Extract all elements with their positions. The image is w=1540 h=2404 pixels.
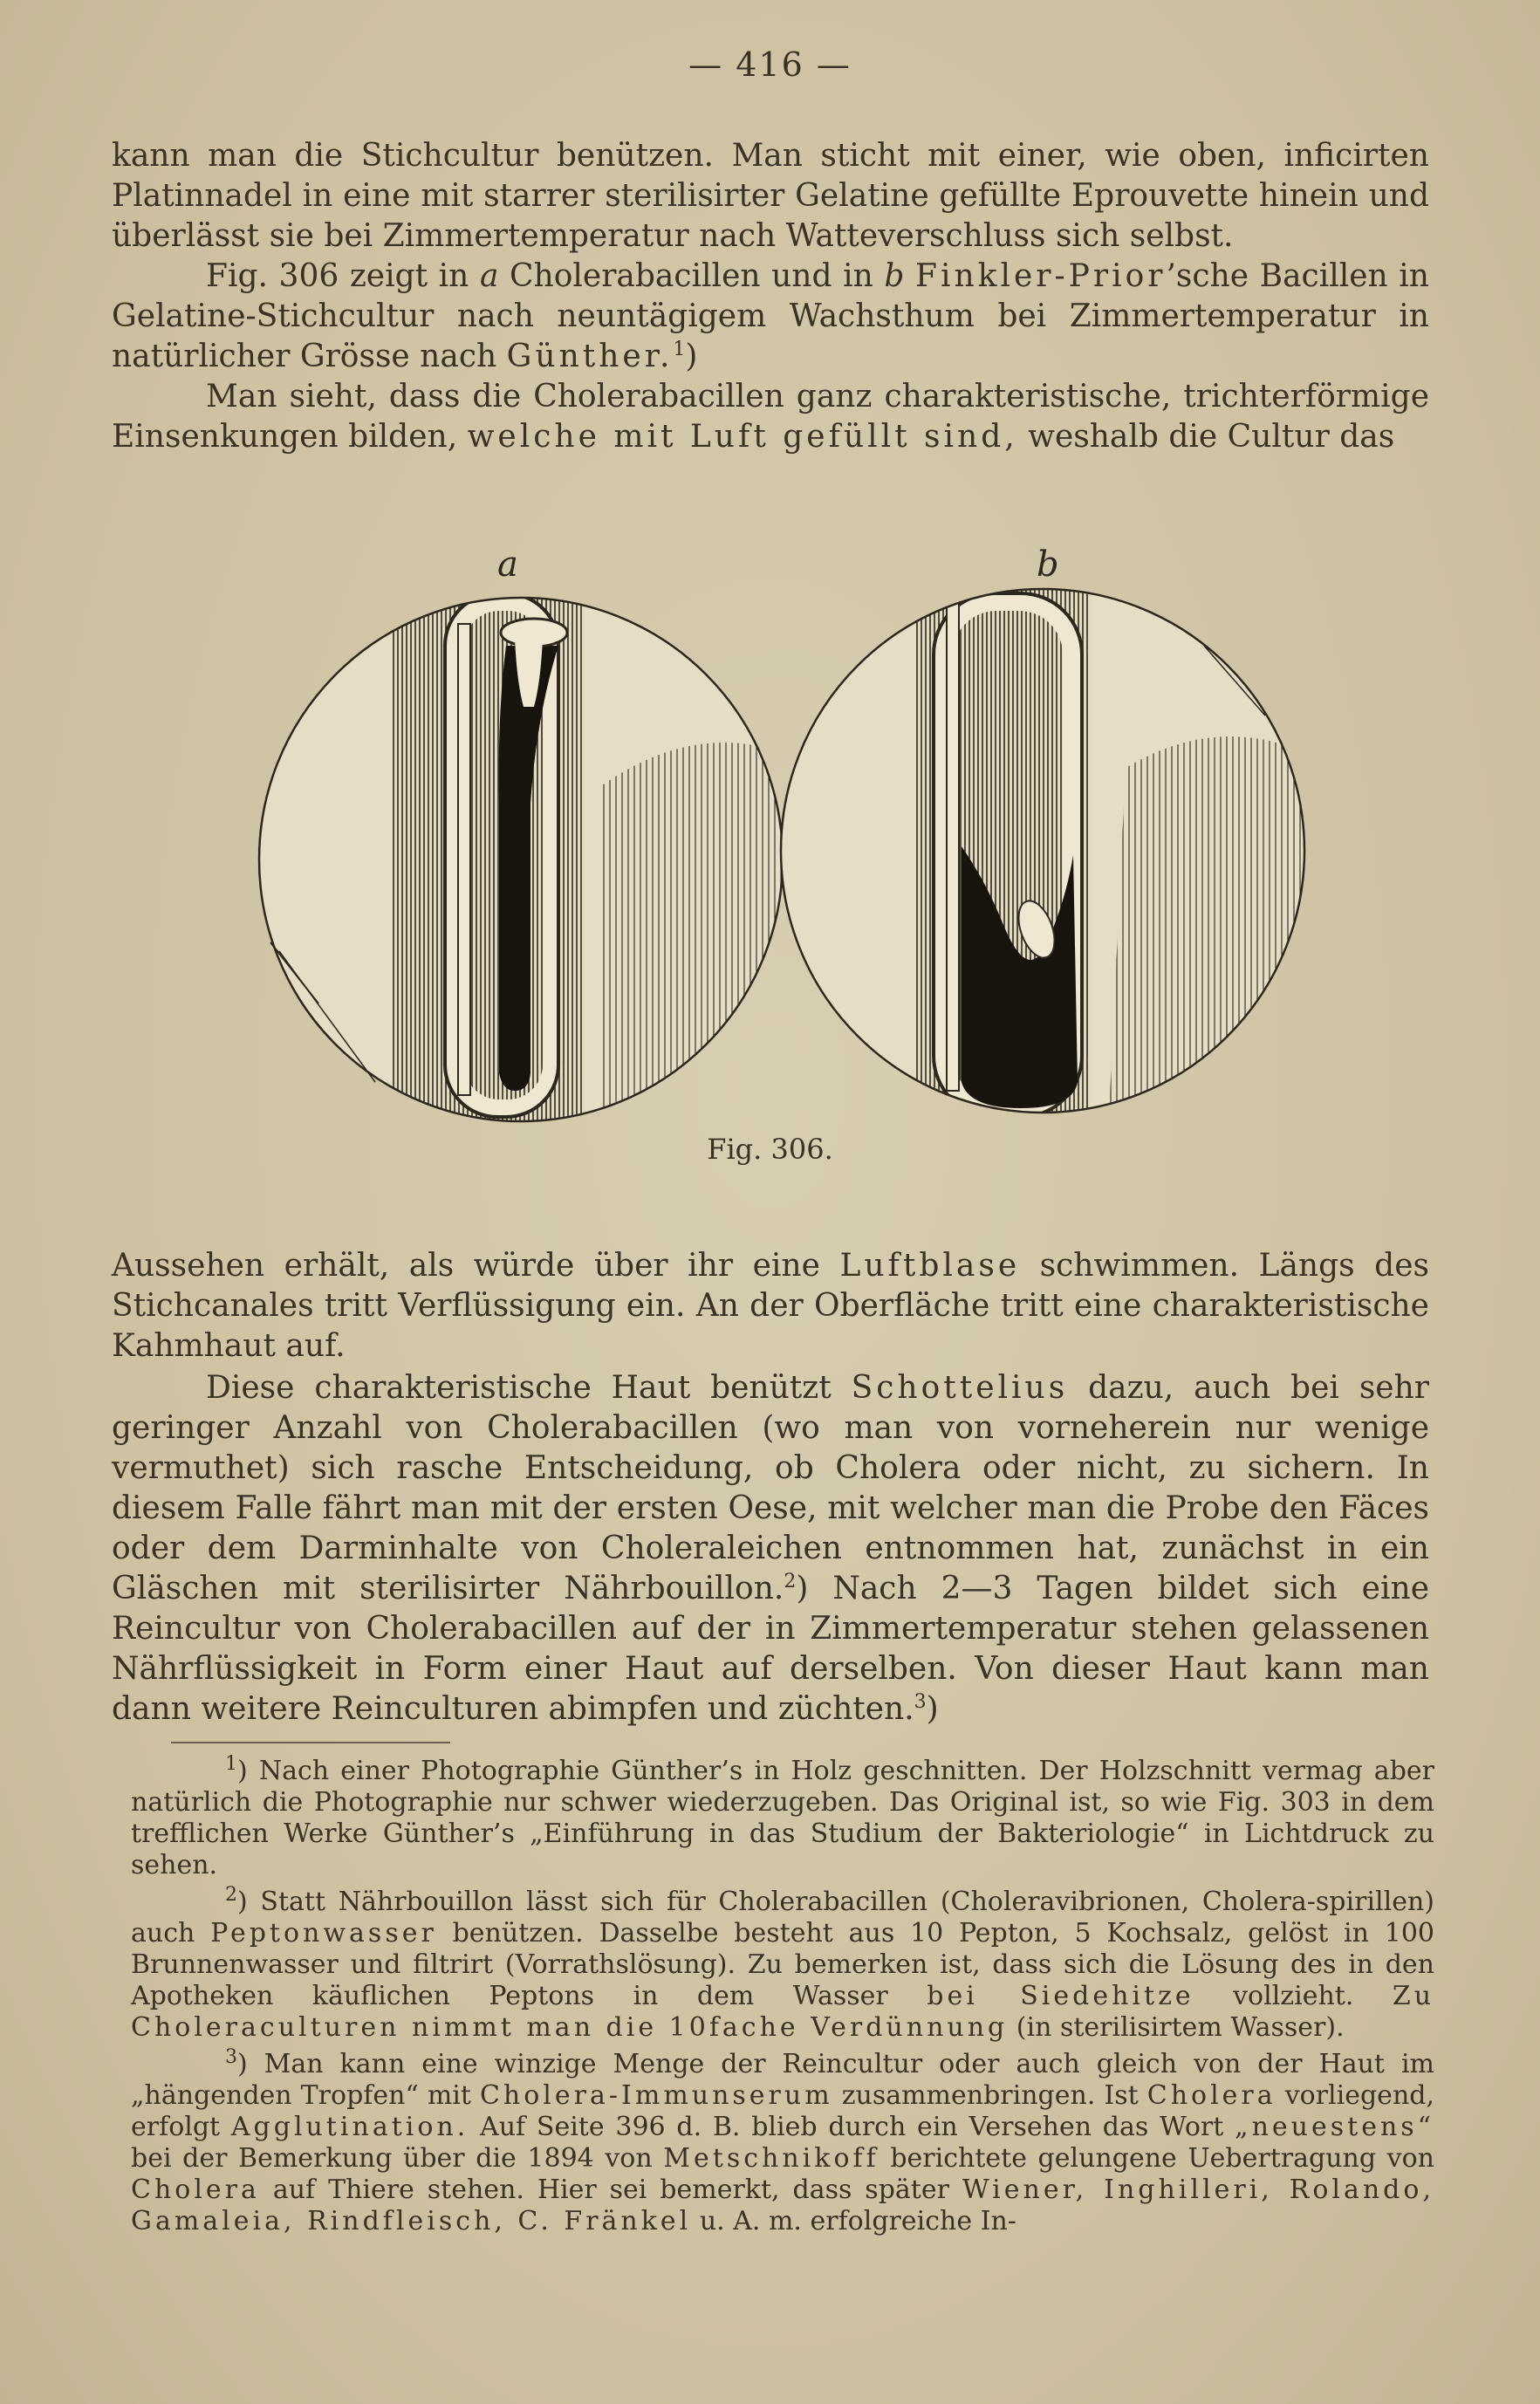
footnotes: [131, 1753, 1435, 2243]
figure-label-b: b: [1037, 544, 1059, 585]
figure-illustration: [236, 541, 1318, 1134]
footnote-divider: [171, 1742, 450, 1743]
culture-b: [759, 541, 1318, 1134]
paragraph-2: Fig. 306 zeigt in a Cholerabacillen und in b Finkler-Prior’sche Bacillen in Gelatine-Stichcultur nach neuntägigem Wachsthum bei Zimmertemperatur in natürlicher Grösse nach Günther.$^1$): [112, 258, 1429, 374]
figure-caption: Fig. 306.: [707, 1133, 833, 1166]
body-text-upper: [112, 136, 1429, 457]
footnote-1: $^1$) Nach einer Photographie Günther’s in Holz geschnitten. Der Holzschnitt vermag aber natürlich die Photographie nur schwer wiederzugeben. Das Original ist, so wie Fig. 303 in dem trefflichen Werke Günther’s „Einführung in das Studium der Bakteriologie“ in Lichtdruck zu sehen.: [131, 1753, 1434, 1880]
body-text-lower: [112, 1246, 1429, 1729]
figure-label-a: a: [497, 544, 518, 585]
page-number: — 416 —: [688, 45, 852, 84]
paragraph-3: Man sieht, dass die Cholerabacillen ganz charakteristische, trichterförmige Einsenkungen bilden, welche mit Luft gefüllt sind, weshalb die Cultur das: [112, 379, 1429, 455]
culture-a: [236, 541, 846, 1134]
paragraph-5: Diese charakteristische Haut benützt Schottelius dazu, auch bei sehr geringer Anzahl von Cholerabacillen (wo man von vorneherein nur wenige vermuthet) sich rasche Entscheidung, ob Cholera oder nicht, zu sichern. In diesem Falle fährt man mit der ersten Oese, mit welcher man die Probe den Fäces oder dem Darminhalte von Choleraleichen entnommen hat, zunächst in ein Gläschen mit sterilisirter Nährbouillon.$^2$) Nach 2—3 Tagen bildet sich eine Reincultur von Cholerabacillen auf der in Zimmertemperatur stehen gelassenen Nährflüssigkeit in Form einer Haut auf derselben. Von dieser Haut kann man dann weitere Reinculturen abimpfen und züchten.$^3$): [112, 1370, 1429, 1727]
footnote-2: $^2$) Statt Nährbouillon lässt sich für Cholerabacillen (Choleravibrionen, Cholera-spirillen) auch Peptonwasser benützen. Dasselbe besteht aus 10 Pepton, 5 Kochsalz, gelöst in 100 Brunnenwasser und filtrirt (Vorrathslösung). Zu bemerken ist, dass sich die Lösung des in den Apotheken käuflichen Peptons in dem Wasser bei Siedehitze vollzieht. Zu Choleraculturen nimmt man die 10fache Verdünnung (in sterilisirtem Wasser).: [131, 1884, 1435, 2043]
figure-306: [236, 541, 1318, 1134]
paragraph-1: kann man die Stichcultur benützen. Man sticht mit einer, wie oben, inficirten Platinnadel in eine mit starrer sterilisirter Gelatine gefüllte Eprouvette hinein und überlässt sie bei Zimmertemperatur nach Watteverschluss sich selbst.: [112, 138, 1429, 254]
paragraph-4: Aussehen erhält, als würde über ihr eine Luftblase schwimmen. Längs des Stichcanales tritt Verflüssigung ein. An der Oberfläche tritt eine charakteristische Kahmhaut auf.: [112, 1248, 1429, 1364]
footnote-3: $^3$) Man kann eine winzige Menge der Reincultur oder auch gleich von der Haut im „hängenden Tropfen“ mit Cholera-Immunserum zusammenbringen. Ist Cholera vorliegend, erfolgt Agglutination. Auf Seite 396 d. B. blieb durch ein Versehen das Wort „neuestens“ bei der Bemerkung über die 1894 von Metschnikoff berichtete gelungene Uebertragung von Cholera auf Thiere stehen. Hier sei bemerkt, dass später Wiener, Inghilleri, Rolando, Gamaleia, Rindfleisch, C. Fränkel u. A. m. erfolgreiche In-: [131, 2046, 1435, 2236]
